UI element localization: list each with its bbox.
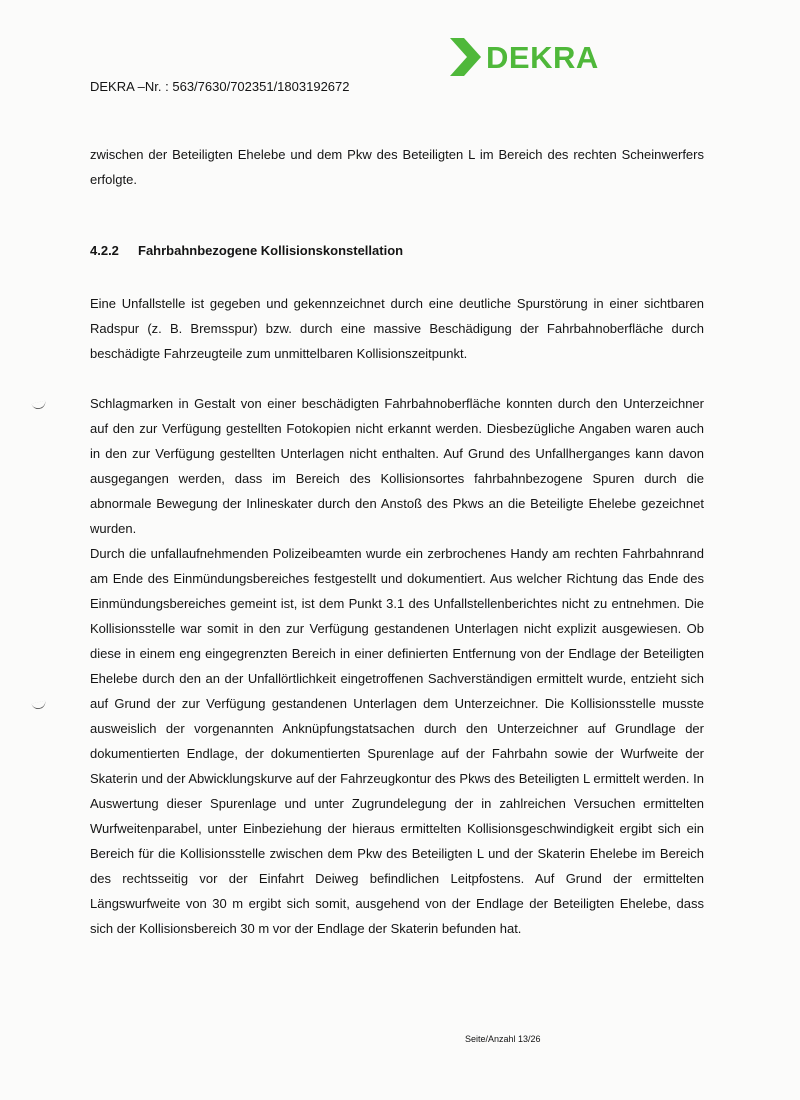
section-number: 4.2.2 [90,243,119,258]
paragraph-block-analysis [90,391,704,941]
punch-hole-mark [31,701,46,711]
paragraph-definition: Eine Unfallstelle ist gegeben und gekennzeichnet durch eine deutliche Spurstörung in einer sichtbaren Radspur (z. B. Bremsspur) bzw. durch eine massive Beschädigung der Fahrbahnoberfläche durch beschädigte Fahrzeugteile zum unmittelbaren Kollisionszeitpunkt. [90,296,704,361]
document-number: DEKRA –Nr. : 563/7630/702351/1803192672 [90,79,350,94]
section-heading [90,243,403,258]
punch-hole-mark [31,401,46,411]
paragraph-skid-marks: Schlagmarken in Gestalt von einer beschädigten Fahrbahnoberfläche konnten durch den Unterzeichner auf den zur Verfügung gestellten Fotokopien nicht erkannt werden. Diesbezügliche Angaben waren auch in den zur Verfügung gestellten Unterlagen nicht enthalten. Auf Grund des Unfallherganges kann davon ausgegangen werden, dass im Bereich des Kollisionsortes fahrbahnbezogene Spuren durch die abnormale Bewegung der Inlineskater durch den Anstoß des Pkws an die Beteiligte Ehelebe gezeichnet wurden. [90,396,704,536]
section-title: Fahrbahnbezogene Kollisionskonstellation [138,243,404,258]
dekra-logo [448,38,599,76]
paragraph-continuation: zwischen der Beteiligten Ehelebe und dem Pkw des Beteiligten L im Bereich des rechten Scheinwerfers erfolgte. [90,147,704,187]
paragraph-collision-location: Durch die unfallaufnehmenden Polizeibeamten wurde ein zerbrochenes Handy am rechten Fahrbahnrand am Ende des Einmündungsbereiches festgestellt und dokumentiert. Aus welcher Richtung das Ende des Einmündungsbereiches gemeint ist, ist dem Punkt 3.1 des Unfallstellenberichtes nicht zu entnehmen. Die Kollisionsstelle war somit in den zur Verfügung gestandenen Unterlagen nicht explizit ausgewiesen. Ob diese in einem eng eingegrenzten Bereich in einer definierten Entfernung von der Endlage der Beteiligten Ehelebe durch den an der Unfallörtlichkeit eingetroffenen Sachverständigen ermittelt wurde, entzieht sich auf Grund der zur Verfügung gestandenen Unterlagen dem Unterzeichner. Die Kollisionsstelle musste ausweislich der vorgenannten Anknüpfungstatsachen durch den Unterzeichner auf Grundlage der dokumentierten Endlage, der dokumentierten Spurenlage auf der Fahrbahn sowie der Wurfweite der Skaterin und der Abwicklungskurve auf der Fahrzeugkontur des Pkws des Beteiligten L ermittelt werden. In Auswertung dieser Spurenlage und unter Zugrundelegung der in zahlreichen Versuchen ermittelten Wurfweitenparabel, unter Einbeziehung der hieraus ermittelten Kollisionsgeschwindigkeit ergibt sich ein Bereich für die Kollisionsstelle zwischen dem Pkw des Beteiligten L und der Skaterin Ehelebe im Bereich des rechtsseitig vor der Einfahrt Deiweg befindlichen Leitpfostens. Auf Grund der ermittelten Längswurfweite von 30 m ergibt sich somit, ausgehend von der Endlage der Beteiligten Ehelebe, dass sich der Kollisionsbereich 30 m vor der Endlage der Skaterin befunden hat. [90,546,704,936]
page-number: Seite/Anzahl 13/26 [465,1034,541,1044]
brand-name: DEKRA [486,39,599,75]
dekra-arrow-icon [448,38,482,76]
